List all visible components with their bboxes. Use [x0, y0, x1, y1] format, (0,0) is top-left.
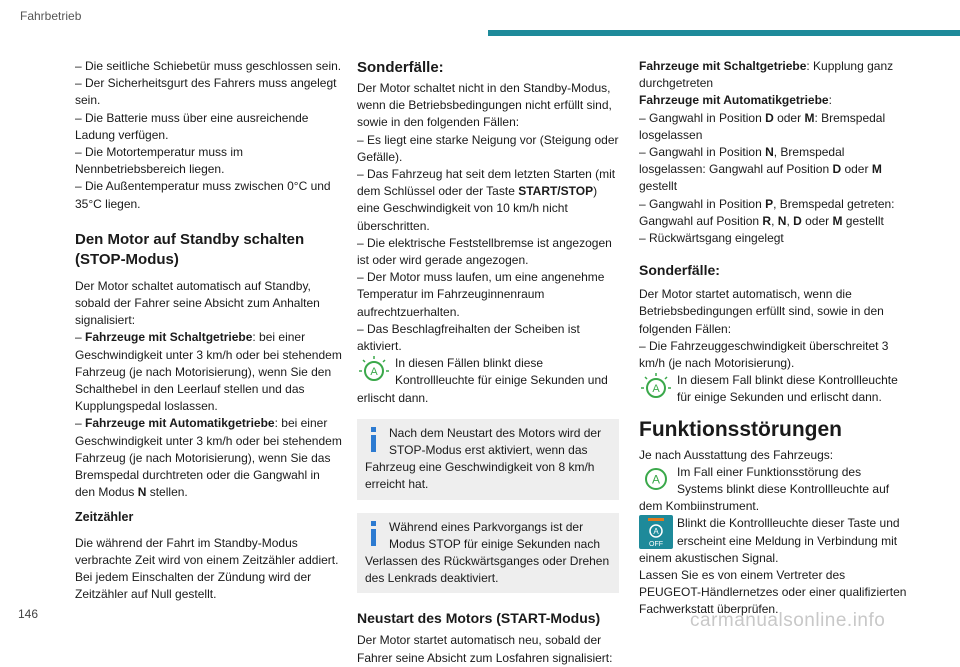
special-cases-heading: Sonderfälle:: [639, 262, 720, 279]
dealer-text: Lassen Sie es von einem Vertreter des PEUGEOT-Händlernetzes oder einer qualifizierten Fachwerkstatt überprüfen.: [639, 568, 907, 617]
auto-label: Fahrzeuge mit Automatikgetriebe: [85, 416, 275, 431]
t: ,: [771, 213, 778, 228]
t: oder: [841, 162, 872, 177]
condition-item: – Die seitliche Schiebetür muss geschlossen sein.: [75, 59, 342, 73]
gear: D: [793, 213, 802, 228]
info-box-2: [357, 513, 619, 594]
t: , Bremspedal losgelassen: Gangwahl auf Position: [639, 145, 845, 177]
gear-mode: N: [137, 485, 147, 500]
gear-item: [639, 110, 907, 144]
info-text: Während eines Parkvorgangs ist der Modus STOP für einige Sekunden nach Verlassen des Rückwärtsganges oder Drehen des Lenkrads deaktiviert.: [365, 519, 610, 586]
restart-text: Der Motor startet automatisch neu, sobald der Fahrer seine Absicht zum Losfahren signalisiert:: [357, 633, 613, 665]
special-text: ) eine Geschwindigkeit von 10 km/h nicht überschritten.: [357, 184, 598, 233]
section-header: Fahrbetrieb: [20, 9, 82, 23]
timer-text: Die während der Fahrt im Standby-Modus verbrachte Zeit wird von einem Zeitzähler addiert. Bei jedem Einschalten der Zündung wird der Zeitzähler auf Null gestellt.: [75, 535, 339, 602]
stop-start-lamp-icon: [357, 355, 391, 385]
stop-auto-item: – Fahrzeuge mit Automatikgetriebe: bei einer Geschwindigkeit unter 3 km/h oder bei stehendem Fahrzeug (je nach Motorisierung), wenn Sie das Bremspedal durchtreten oder die Gangwahl in den Modus N stellen.: [75, 416, 342, 500]
start-stop-key: START/STOP: [518, 184, 594, 199]
page-number: 146: [18, 607, 39, 621]
condition-item: – Die Motortemperatur muss im Nennbetriebsbereich liegen.: [75, 145, 244, 177]
svg-text:A: A: [652, 383, 660, 396]
gear: D: [765, 110, 774, 125]
column-2: [357, 58, 619, 667]
info-icon: [365, 425, 389, 455]
gear-item: – Rückwärtsgang eingelegt: [639, 231, 784, 246]
warning-lamp-note: [639, 372, 907, 406]
special-intro: Der Motor startet automatisch, wenn die Betriebsbedingungen erfüllt sind, sowie in den folgenden Fällen:: [639, 287, 884, 336]
gear: M: [804, 110, 815, 125]
gear-item: [639, 144, 907, 196]
timer-heading: Zeitzähler: [75, 510, 134, 525]
t: – Gangwahl in Position: [639, 110, 766, 125]
info-text: Nach dem Neustart des Motors wird der STOP-Modus erst aktiviert, wenn das Fahrzeug eine Geschwindigkeit von 8 km/h erreicht hat.: [365, 425, 602, 492]
condition-item: – Die Außentemperatur muss zwischen 0°C und 35°C liegen.: [75, 179, 331, 211]
colon: :: [828, 93, 832, 108]
header-accent-bar: [488, 30, 960, 36]
t: oder: [801, 213, 833, 228]
auto-label: Fahrzeuge mit Automatikgetriebe: [639, 93, 829, 108]
gear: D: [832, 162, 842, 177]
start-auto-heading: [639, 92, 907, 109]
off-label: OFF: [649, 541, 663, 549]
manual-label: Fahrzeuge mit Schaltgetriebe: [85, 330, 253, 345]
gear-item: [639, 196, 907, 230]
info-icon: [365, 519, 389, 549]
fault-button-text: Blinkt die Kontrollleuchte dieser Taste und erscheint eine Meldung in Verbindung mit einem akustischen Signal.: [639, 516, 900, 565]
stop-start-fault-lamp-icon: [639, 464, 673, 494]
special-item: – Die Fahrzeuggeschwindigkeit überschreitet 3 km/h (je nach Motorisierung).: [639, 338, 889, 371]
auto-text-end: stellen.: [146, 485, 188, 500]
special-item: – Der Motor muss laufen, um eine angenehme Temperatur im Fahrzeuginnenraum aufrechtzuerhalten.: [357, 270, 605, 319]
fault-lamp-text: Im Fall einer Funktionsstörung des Systems blinkt diese Kontrollleuchte auf dem Kombiinstrument.: [639, 464, 890, 514]
condition-item: – Der Sicherheitsgurt des Fahrers muss angelegt sein.: [75, 76, 337, 108]
fault-lamp-note: [639, 464, 907, 516]
gear: M: [871, 162, 882, 177]
fault-button-note: [639, 515, 907, 567]
start-manual-item: [639, 58, 907, 92]
column-3: [639, 58, 907, 619]
stop-mode-intro: Der Motor schaltet automatisch auf Standby, sobald der Fahrer seine Absicht zum Anhalten signalisiert:: [75, 278, 320, 328]
special-cases-heading: Sonderfälle:: [357, 59, 444, 76]
manual-label: Fahrzeuge mit Schaltgetriebe: [639, 59, 807, 73]
gear: M: [832, 213, 843, 228]
auto-text: : bei einer Geschwindigkeit unter 3 km/h oder bei stehendem Fahrzeug (je nach Motorisierung), wenn Sie das Bremspedal durchtreten oder die Gangwahl in den Modus: [75, 416, 342, 500]
faults-heading: Funktionsstörungen: [639, 417, 842, 441]
t: gestellt: [842, 213, 884, 228]
special-item: [357, 166, 619, 235]
svg-text:A: A: [370, 366, 378, 379]
faults-intro: Je nach Ausstattung des Fahrzeugs:: [639, 447, 834, 462]
warning-lamp-note: [357, 355, 619, 407]
lamp-text: In diesen Fällen blinkt diese Kontrollleuchte für einige Sekunden und erlischt dann.: [357, 356, 608, 405]
t: – Gangwahl in Position: [639, 145, 766, 160]
info-box-1: [357, 419, 619, 500]
special-item: – Die elektrische Feststellbremse ist angezogen ist oder wird gerade angezogen.: [357, 235, 612, 268]
t: , Bremspedal getreten: Gangwahl auf Position: [639, 196, 895, 228]
gear: N: [777, 213, 787, 228]
gear: R: [762, 213, 772, 228]
stop-manual-item: – Fahrzeuge mit Schaltgetriebe: bei einer Geschwindigkeit unter 3 km/h oder bei stehendem Fahrzeug (je nach Motorisierung), wenn Sie den Schalthebel in den Leerlauf stellen und das Kupplungspedal loslassen.: [75, 330, 342, 414]
t: oder: [773, 110, 805, 125]
special-item: – Das Beschlagfreihalten der Scheiben ist aktiviert.: [357, 321, 580, 354]
watermark: carmanualsonline.info: [690, 610, 886, 631]
svg-text:A: A: [651, 472, 661, 487]
t: – Gangwahl in Position: [639, 196, 766, 211]
t: : Bremspedal losgelassen: [639, 110, 886, 142]
restart-heading: Neustart des Motors (START-Modus): [357, 610, 601, 627]
manual-text: : bei einer Geschwindigkeit unter 3 km/h oder bei stehendem Fahrzeug (je nach Motorisierung), wenn Sie den Schalthebel in den Leerlauf stellen und das Kupplungspedal loslassen.: [75, 330, 342, 414]
manual-text: : Kupplung ganz durchgetreten: [639, 59, 894, 91]
lamp-text: In diesem Fall blinkt diese Kontrollleuchte für einige Sekunden und erlischt dann.: [677, 373, 898, 405]
special-intro: Der Motor schaltet nicht in den Standby-Modus, wenn die Betriebsbedingungen nicht erfüllt sind, sowie in den folgenden Fällen:: [357, 81, 612, 130]
svg-text:A: A: [653, 527, 659, 537]
special-text: – Das Fahrzeug hat seit dem letzten Starten (mit dem Schlüssel oder der Taste: [357, 167, 616, 199]
t: ,: [786, 213, 794, 228]
stop-start-lamp-icon: [639, 372, 673, 402]
stop-mode-heading: Den Motor auf Standby schalten (STOP-Modus): [75, 230, 305, 268]
gear: P: [765, 196, 774, 211]
gear: N: [765, 145, 774, 160]
t: gestellt: [639, 179, 678, 194]
condition-item: – Die Batterie muss über eine ausreichende Ladung verfügen.: [75, 110, 309, 142]
special-item: – Es liegt eine starke Neigung vor (Steigung oder Gefälle).: [357, 132, 619, 164]
stop-start-off-button-icon: [639, 515, 673, 549]
column-1: [75, 58, 343, 603]
